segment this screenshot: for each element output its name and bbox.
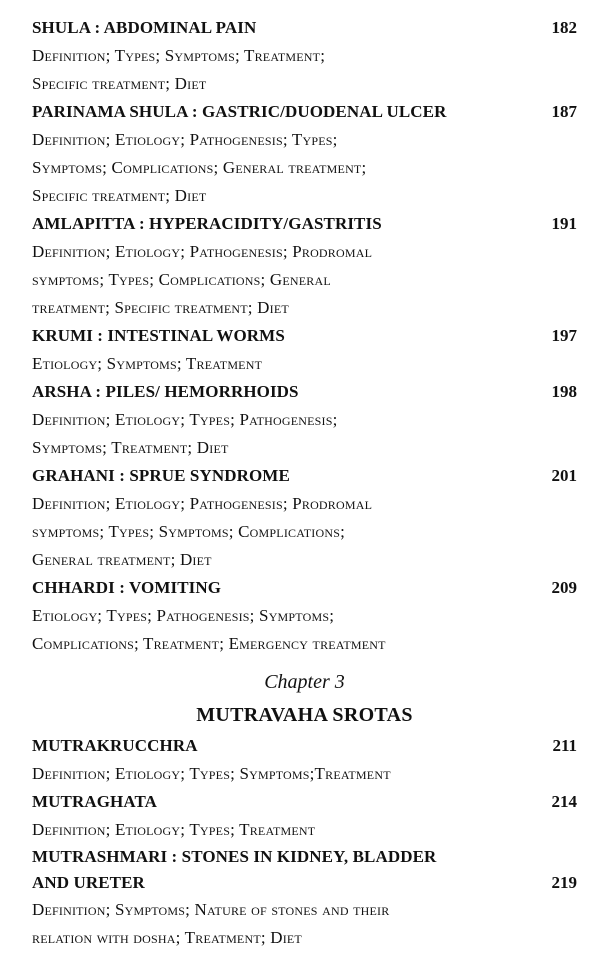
entry-title-line: MUTRASHMARI : STONES IN KIDNEY, BLADDER xyxy=(32,847,437,866)
page-number: 182 xyxy=(551,18,577,37)
page-number: 197 xyxy=(551,326,577,345)
entry-topics: Definition; Etiology; Types; Pathogenesis; xyxy=(32,410,338,429)
page-number: 214 xyxy=(551,792,577,811)
toc-entry-heading xyxy=(32,462,577,490)
entry-title: MUTRAGHATA xyxy=(32,792,158,811)
toc-entry-heading xyxy=(32,210,577,238)
entry-topics: Definition; Etiology; Pathogenesis; Prodromal xyxy=(32,242,373,261)
toc-entry-heading xyxy=(32,98,577,126)
entry-topics: Symptoms; Treatment; Diet xyxy=(32,438,229,457)
toc-entry xyxy=(32,210,577,322)
entry-title: AMLAPITTA : HYPERACIDITY/GASTRITIS xyxy=(32,214,382,233)
toc-entry-heading xyxy=(32,378,577,406)
toc-entry xyxy=(32,322,577,378)
page-number: 187 xyxy=(551,102,577,121)
entry-title: GRAHANI : SPRUE SYNDROME xyxy=(32,466,290,485)
entry-topics: Specific treatment; Diet xyxy=(32,74,207,93)
page-number: 219 xyxy=(551,873,577,892)
entry-topics: Specific treatment; Diet xyxy=(32,186,207,205)
page-number: 201 xyxy=(551,466,577,485)
toc-entry-heading xyxy=(32,322,577,350)
entry-topics: Etiology; Symptoms; Treatment xyxy=(32,354,263,373)
entry-topics: treatment; Specific treatment; Diet xyxy=(32,298,289,317)
entry-topics: symptoms; Types; Complications; General xyxy=(32,270,331,289)
toc-entry xyxy=(32,574,577,658)
toc-entry-heading xyxy=(32,844,577,896)
toc-entry-heading xyxy=(32,788,577,816)
entry-title: CHHARDI : VOMITING xyxy=(32,578,222,597)
toc-entry xyxy=(32,98,577,210)
entry-topics: Definition; Symptoms; Nature of stones and their xyxy=(32,900,390,919)
entry-topics: Etiology; Types; Pathogenesis; Symptoms; xyxy=(32,606,335,625)
entry-topics: Definition; Types; Symptoms; Treatment; xyxy=(32,46,326,65)
entry-topics: Symptoms; Complications; General treatment; xyxy=(32,158,367,177)
table-of-contents xyxy=(32,14,577,952)
page-number: 209 xyxy=(551,578,577,597)
entry-topics: symptoms; Types; Symptoms; Complications; xyxy=(32,522,346,541)
toc-entry xyxy=(32,844,577,952)
entry-topics: General treatment; Diet xyxy=(32,550,212,569)
entry-title-line: AND URETER xyxy=(32,873,145,892)
page-number: 191 xyxy=(551,214,577,233)
entry-title: MUTRAKRUCCHRA xyxy=(32,736,198,755)
entry-topics: Definition; Etiology; Types; Symptoms;Treatment xyxy=(32,764,391,783)
toc-entry xyxy=(32,378,577,462)
toc-entry xyxy=(32,462,577,574)
toc-entry xyxy=(32,732,577,788)
entry-topics: Definition; Etiology; Types; Treatment xyxy=(32,820,316,839)
entry-topics: Definition; Etiology; Pathogenesis; Types; xyxy=(32,130,338,149)
entry-title: PARINAMA SHULA : GASTRIC/DUODENAL ULCER xyxy=(32,102,447,121)
chapter-label: Chapter 3 xyxy=(264,671,345,693)
page-number: 211 xyxy=(552,736,577,755)
entry-title: ARSHA : PILES/ HEMORRHOIDS xyxy=(32,382,299,401)
page-number: 198 xyxy=(551,382,577,401)
entry-title xyxy=(32,844,436,896)
entry-topics: relation with dosha; Treatment; Diet xyxy=(32,928,302,947)
toc-entry-heading xyxy=(32,14,577,42)
toc-entry xyxy=(32,14,577,98)
entry-topics: Complications; Treatment; Emergency treatment xyxy=(32,634,386,653)
entry-topics: Definition; Etiology; Pathogenesis; Prodromal xyxy=(32,494,373,513)
entry-title: KRUMI : INTESTINAL WORMS xyxy=(32,326,285,345)
toc-entry-heading xyxy=(32,574,577,602)
chapter-title: MUTRAVAHA SROTAS xyxy=(196,704,413,726)
toc-entry-heading xyxy=(32,732,577,760)
entry-title: SHULA : ABDOMINAL PAIN xyxy=(32,18,257,37)
toc-entry xyxy=(32,788,577,844)
